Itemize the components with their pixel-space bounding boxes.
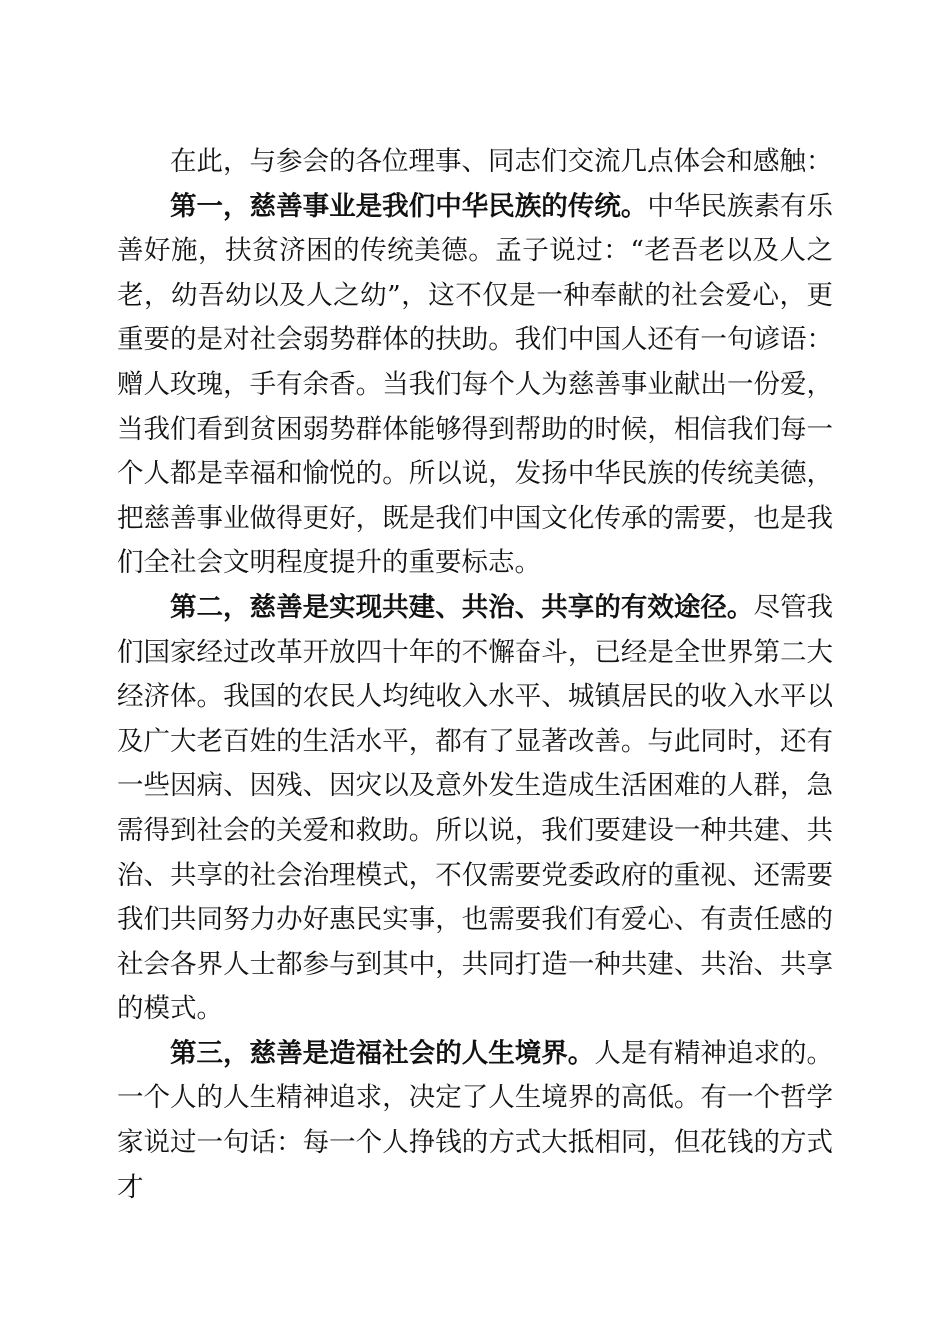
paragraph-body: 尽管我们国家经过改革开放四十年的不懈奋斗，已经是全世界第二大经济体。我国的农民人均纯收入水平、城镇居民的收入水平以及广大老百姓的生活水平，都有了显著改善。与此同时，还有一些因病、因残、因灾以及意外发生造成生活困难的人群，急需得到社会的关爱和救助。所以说，我们要建设一种共建、共治、共享的社会治理模式，不仅需要党委政府的重视、还需要我们共同努力办好惠民实事，也需要我们有爱心、有责任感的社会各界人士都参与到其中，共同打造一种共建、共治、共享的模式。 bbox=[117, 591, 834, 1025]
paragraph-body: 人是有精神追求的。一个人的人生精神追求，决定了人生境界的高低。有一个哲学家说过一句话：每一个人挣钱的方式大抵相同，但花钱的方式才 bbox=[117, 1037, 834, 1203]
paragraph-first-point bbox=[117, 185, 833, 586]
paragraph-lead: 第一，慈善事业是我们中华民族的传统。 bbox=[170, 190, 648, 222]
paragraph-second-point bbox=[117, 586, 833, 1032]
paragraph-third-point bbox=[117, 1032, 833, 1210]
paragraph-lead: 第二，慈善是实现共建、共治、共享的有效途径。 bbox=[170, 591, 754, 623]
paragraph-intro bbox=[117, 140, 833, 185]
paragraph-lead: 第三，慈善是造福社会的人生境界。 bbox=[170, 1037, 595, 1069]
document-page bbox=[117, 140, 833, 1210]
paragraph-body: 在此，与参会的各位理事、同志们交流几点体会和感触： bbox=[170, 146, 833, 177]
paragraph-body: 中华民族素有乐善好施，扶贫济困的传统美德。孟子说过：“老吾老以及人之老，幼吾幼以及人之幼”，这不仅是一种奉献的社会爱心，更重要的是对社会弱势群体的扶助。我们中国人还有一句谚语：赠人玫瑰，手有余香。当我们每个人为慈善事业献出一份爱，当我们看到贫困弱势群体能够得到帮助的时候，相信我们每一个人都是幸福和愉悦的。所以说，发扬中华民族的传统美德，把慈善事业做得更好，既是我们中国文化传承的需要，也是我们全社会文明程度提升的重要标志。 bbox=[117, 190, 833, 579]
